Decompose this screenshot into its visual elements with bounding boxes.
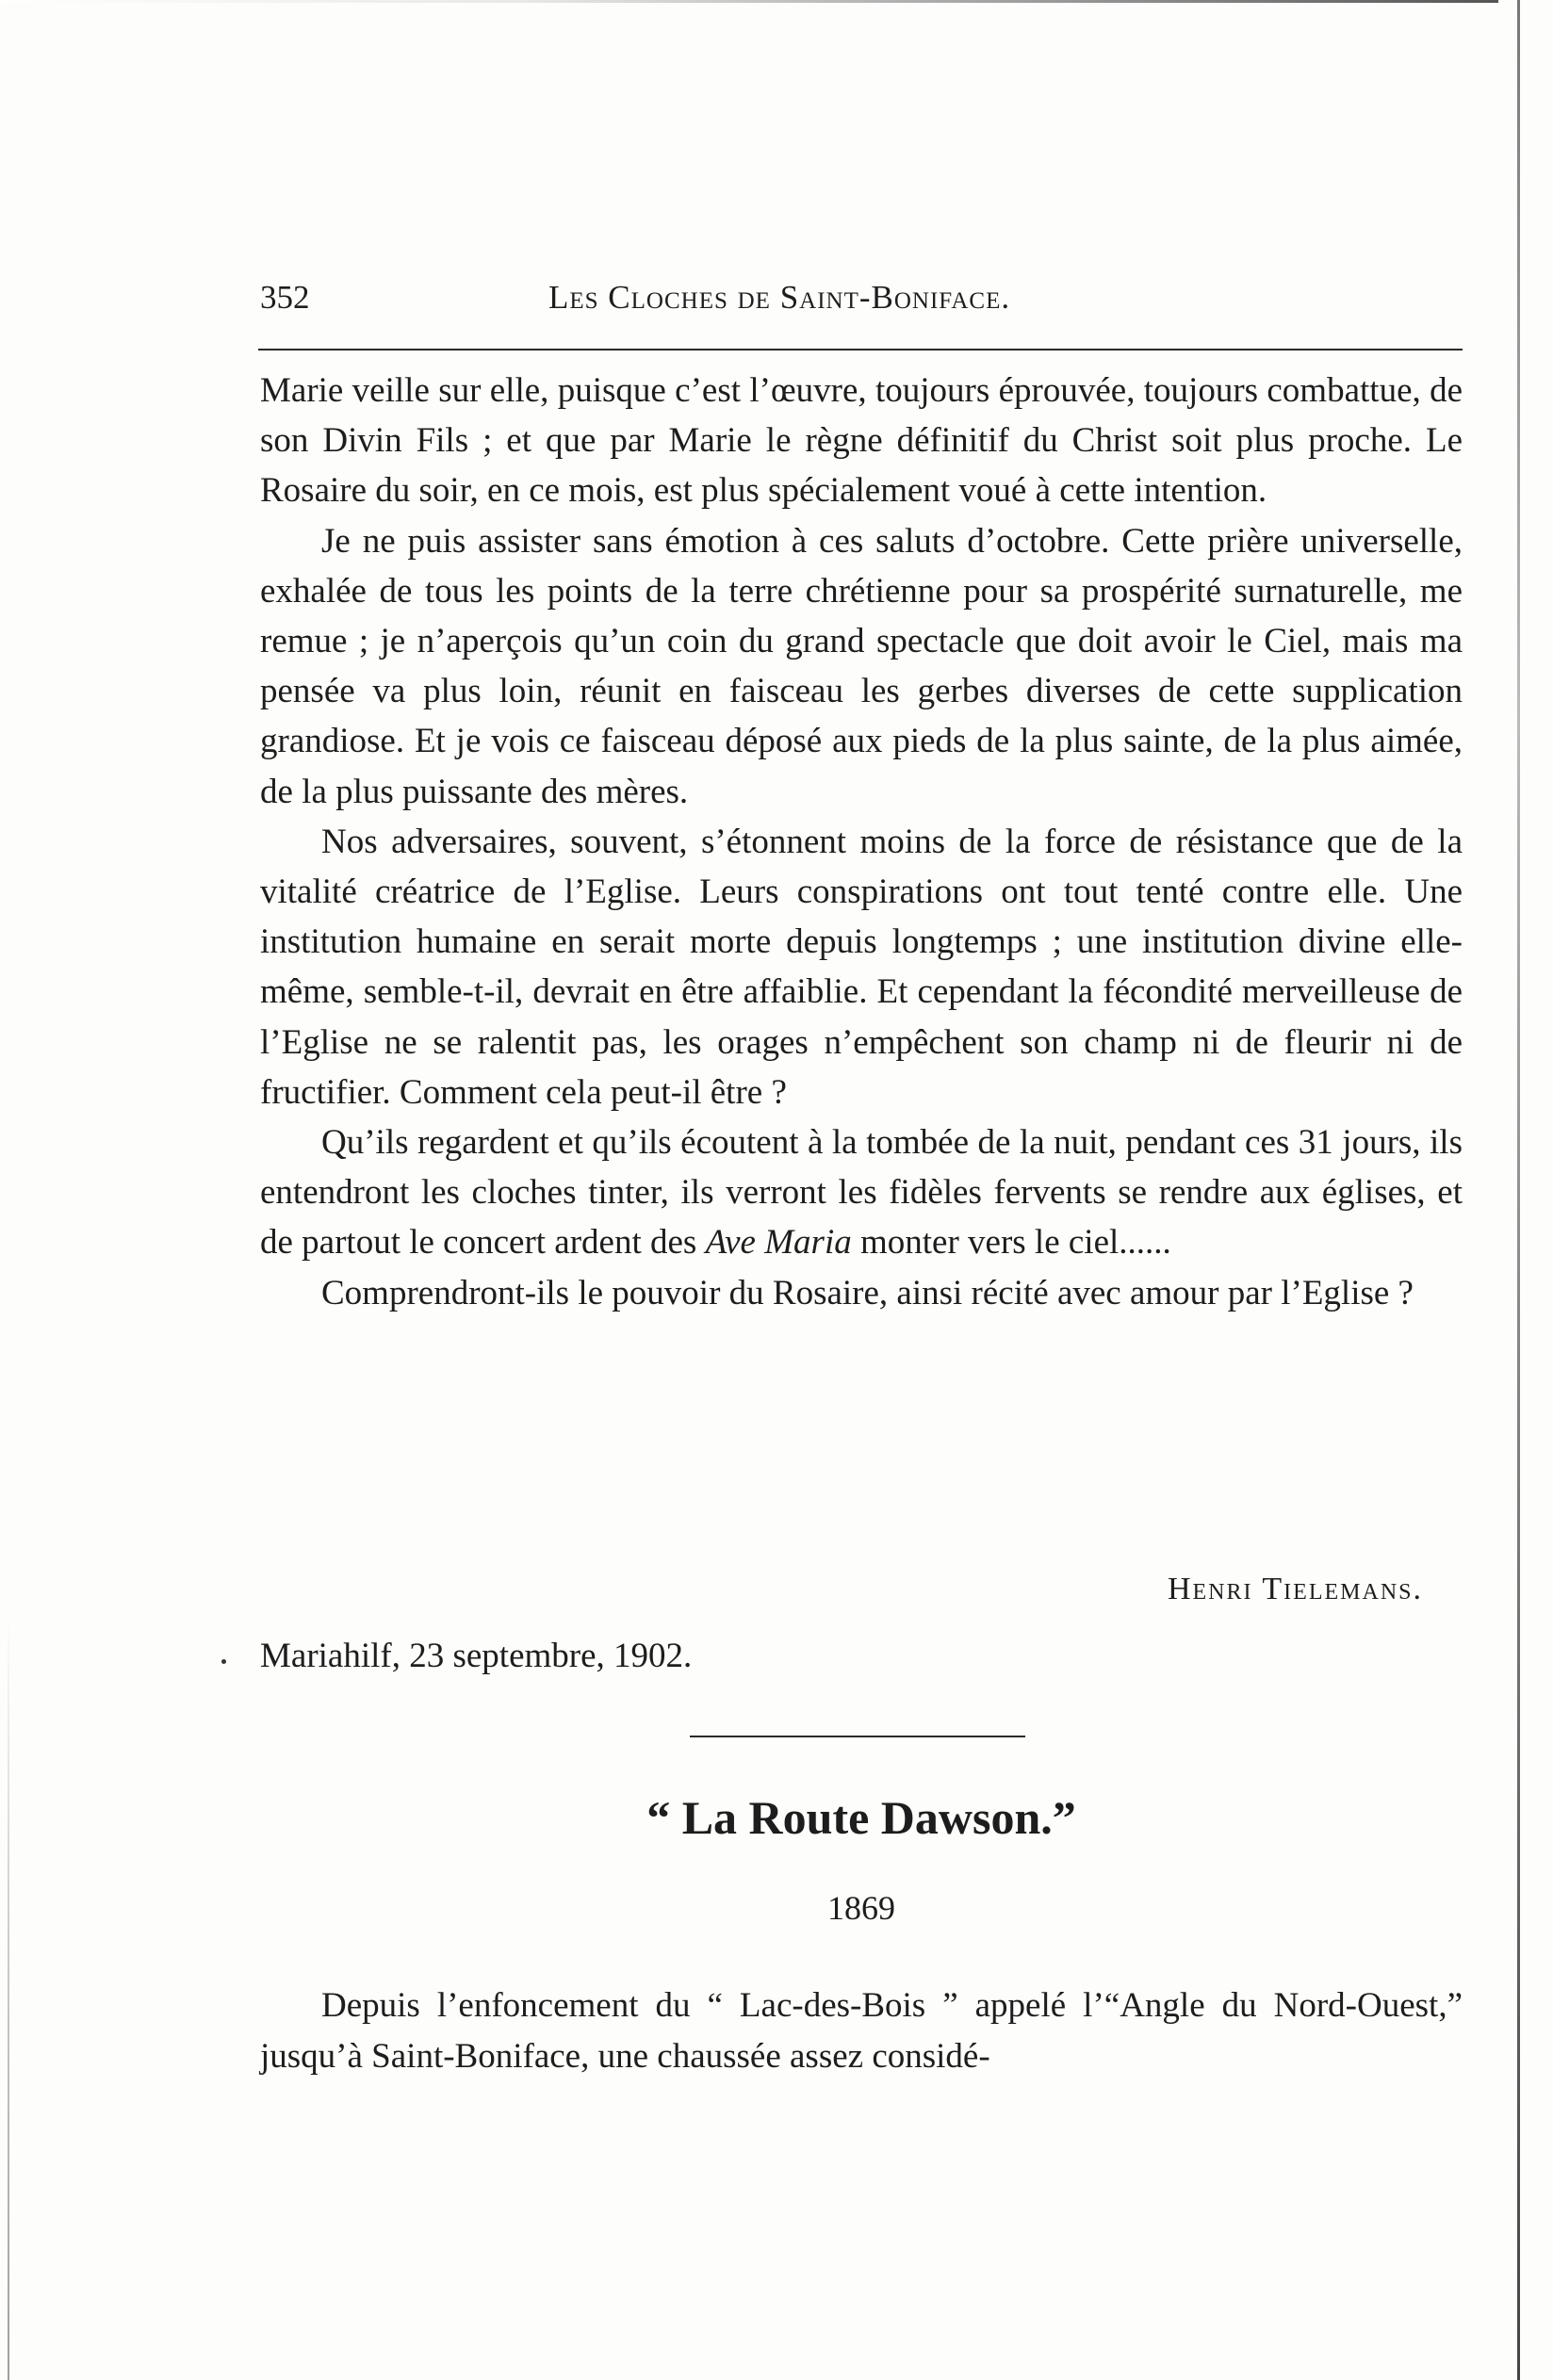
- scan-edge-left: [8, 1602, 9, 2380]
- paragraph-4: [260, 1117, 1463, 1268]
- section-year: 1869: [827, 1889, 895, 1927]
- scan-edge-right: [1517, 0, 1520, 2380]
- header-rule: [258, 349, 1463, 350]
- section-body: [260, 1981, 1463, 2081]
- paragraph-3: Nos adversaires, souvent, s’étonnent moins de la force de résistance que de la vitalité créatrice de l’Eglise. Leurs conspirations ont tout tenté contre elle. Une institution humaine en serait morte depuis longtemps ; une institution divine elle-même, semble-t-il, devrait en être affaiblie. Et cependant la fécondité merveilleuse de l’Eglise ne se ralentit pas, les orages n’empêchent son champ ni de fleurir ni de fructifier. Comment cela peut-il être ?: [260, 822, 1463, 1112]
- author-signature: Henri Tielemans.: [1167, 1572, 1423, 1606]
- ave-maria-italic: Ave Maria: [705, 1223, 852, 1263]
- section-title: “ La Route Dawson.”: [646, 1791, 1076, 1844]
- page-header: [260, 279, 1463, 326]
- paragraph-2: Je ne puis assister sans émotion à ces saluts d’octobre. Cette prière universelle, exhalée de tous les points de la terre chrétienne pour sa prospérité surnaturelle, me remue ; je n’aperçois qu’un coin du grand spectacle que doit avoir le Ciel, mais ma pensée va plus loin, réunit en faisceau les gerbes diverses de cette supplication grandiose. Et je vois ce faisceau déposé aux pieds de la plus sainte, de la plus aimée, de la plus puissante des mères.: [260, 521, 1463, 811]
- running-head: Les Cloches de Saint-Boniface.: [548, 279, 1011, 316]
- section-divider: [690, 1736, 1025, 1737]
- paragraph-4-text-a: Qu’ils regardent et qu’ils écoutent à la tombée de la nuit, pendant ces 31 jours, ils entendront les cloches tinter, ils verront les fidèles fervents se rendre aux églises, et de partout le concert ardent des: [260, 1123, 1463, 1263]
- paragraph-5: Comprendront-ils le pouvoir du Rosaire, ainsi récité avec amour par l’Eglise ?: [321, 1273, 1414, 1312]
- margin-dot: [221, 1659, 226, 1664]
- place-date: Mariahilf, 23 septembre, 1902.: [260, 1637, 693, 1675]
- section-paragraph-1: Depuis l’enfoncement du “ Lac-des-Bois ” appelé l’“Angle du Nord-Ouest,” jusqu’à Saint-Boniface, une chaussée assez considé-: [260, 1986, 1463, 2076]
- scan-edge-top: [0, 0, 1498, 3]
- page-number: 352: [260, 279, 310, 316]
- paragraph-1: Marie veille sur elle, puisque c’est l’œuvre, toujours éprouvée, toujours combattue, de son Divin Fils ; et que par Marie le règne définitif du Christ soit plus proche. Le Rosaire du soir, en ce mois, est plus spécialement voué à cette intention.: [260, 371, 1463, 511]
- paragraph-4-text-b: monter vers le ciel......: [851, 1223, 1171, 1263]
- article-body: [260, 366, 1463, 1318]
- signature-block: [260, 1572, 1463, 1675]
